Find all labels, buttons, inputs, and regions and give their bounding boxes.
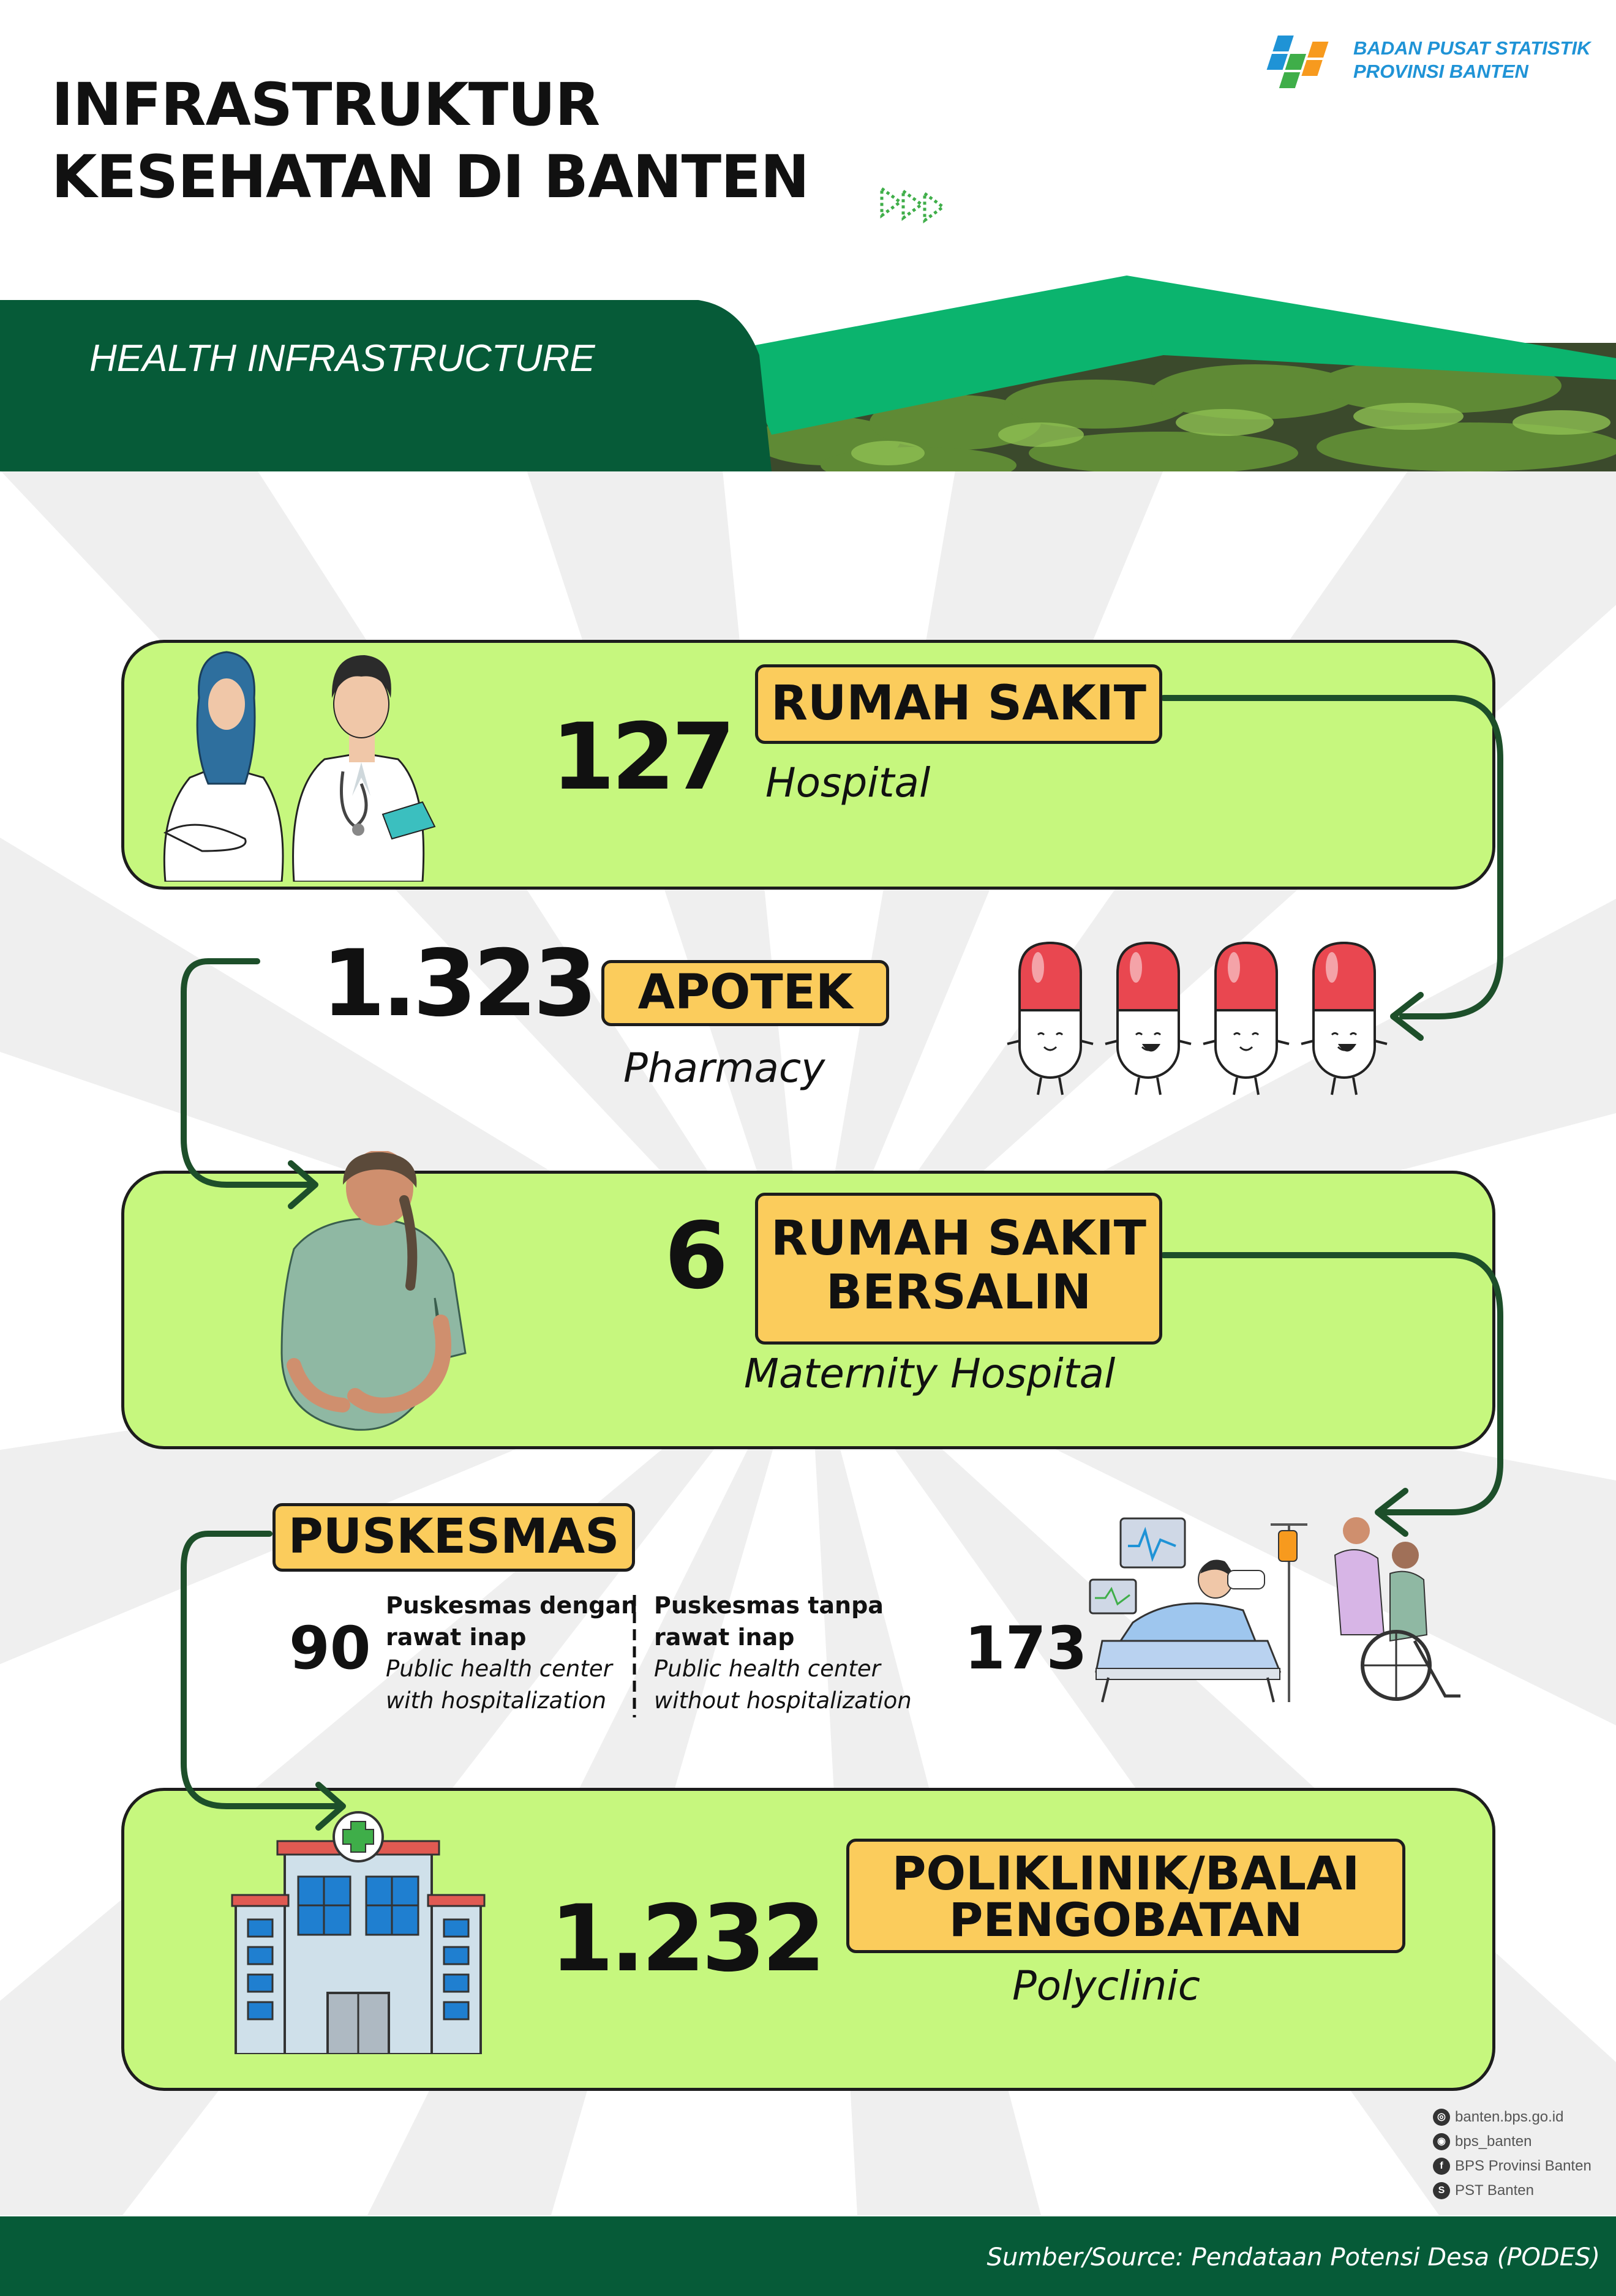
source-note: Sumber/Source: Pendataan Potensi Desa (PODES) [987, 2243, 1600, 2272]
puskesmas-without-value: 173 [964, 1614, 1088, 1683]
social-facebook[interactable] [1433, 2154, 1592, 2178]
social-instagram-text: bps_banten [1455, 2133, 1532, 2150]
polyclinic-badge [846, 1839, 1405, 1953]
puskesmas-with-sub-1: Public health center [386, 1656, 612, 1682]
header-subtitle: HEALTH INFRASTRUCTURE [89, 337, 595, 380]
hospital-badge [755, 664, 1162, 744]
pharmacy-label: APOTEK [637, 965, 853, 1020]
puskesmas-without-sub-2: without hospitalization [654, 1687, 912, 1714]
polyclinic-label-line-2: PENGOBATAN [949, 1893, 1303, 1947]
footer [0, 2216, 1616, 2296]
puskesmas-without-sub-1: Public health center [654, 1656, 881, 1682]
bps-logo [1255, 29, 1598, 103]
pharmacy-value: 1.323 [321, 931, 594, 1037]
skype-icon: S [1433, 2182, 1450, 2199]
puskesmas-with-sub-2: with hospitalization [386, 1687, 607, 1714]
maternity-value: 6 [664, 1203, 725, 1310]
maternity-badge [755, 1193, 1162, 1345]
bps-logo-icon [1255, 29, 1347, 97]
puskesmas-with-heading-1: Puskesmas dengan [386, 1592, 638, 1619]
social-skype[interactable] [1433, 2178, 1592, 2203]
social-skype-text: PST Banten [1455, 2182, 1534, 2199]
instagram-icon: ◉ [1433, 2133, 1450, 2150]
logo-line-1: BADAN PUSAT STATISTIK [1353, 37, 1591, 59]
facebook-icon: f [1433, 2158, 1450, 2175]
maternity-label-line-1: RUMAH SAKIT [770, 1211, 1147, 1266]
title-line-1: INFRASTRUKTUR [51, 70, 600, 139]
hospital-label: RUMAH SAKIT [770, 676, 1147, 731]
chevrons-icon [876, 184, 961, 227]
puskesmas-with-heading-2: rawat inap [386, 1624, 527, 1651]
puskesmas-without-heading-1: Puskesmas tanpa [654, 1592, 884, 1619]
polyclinic-value: 1.232 [550, 1886, 822, 1992]
social-links [1433, 2105, 1592, 2203]
patient-care-icon [1084, 1500, 1464, 1708]
logo-text [1353, 37, 1591, 83]
pharmacy-sublabel: Pharmacy [623, 1045, 825, 1092]
social-web-text: banten.bps.go.id [1455, 2109, 1564, 2125]
puskesmas-divider [631, 1595, 638, 1717]
clinic-building-icon [230, 1809, 487, 2054]
hospital-value: 127 [551, 704, 732, 811]
maternity-sublabel: Maternity Hospital [744, 1350, 1116, 1397]
puskesmas-with-value: 90 [289, 1614, 371, 1683]
puskesmas-badge [272, 1503, 635, 1572]
pregnant-woman-icon [257, 1151, 490, 1433]
doctors-icon [141, 631, 459, 882]
puskesmas-without-heading-2: rawat inap [654, 1624, 795, 1651]
maternity-label-line-2: BERSALIN [825, 1265, 1092, 1320]
logo-line-2: PROVINSI BANTEN [1353, 61, 1528, 82]
puskesmas-label: PUSKESMAS [288, 1509, 620, 1564]
polyclinic-label-line-1: POLIKLINIK/BALAI [892, 1846, 1360, 1900]
web-icon: ◎ [1433, 2109, 1450, 2126]
title-line-2: KESEHATAN DI BANTEN [51, 143, 810, 211]
social-web[interactable] [1433, 2105, 1592, 2129]
pill-mascots-icon [1004, 937, 1396, 1102]
social-facebook-text: BPS Provinsi Banten [1455, 2158, 1592, 2174]
social-instagram[interactable] [1433, 2129, 1592, 2154]
pharmacy-badge [601, 960, 889, 1026]
page-title [51, 69, 809, 213]
polyclinic-sublabel: Polyclinic [1012, 1962, 1200, 2009]
hospital-sublabel: Hospital [765, 759, 931, 806]
